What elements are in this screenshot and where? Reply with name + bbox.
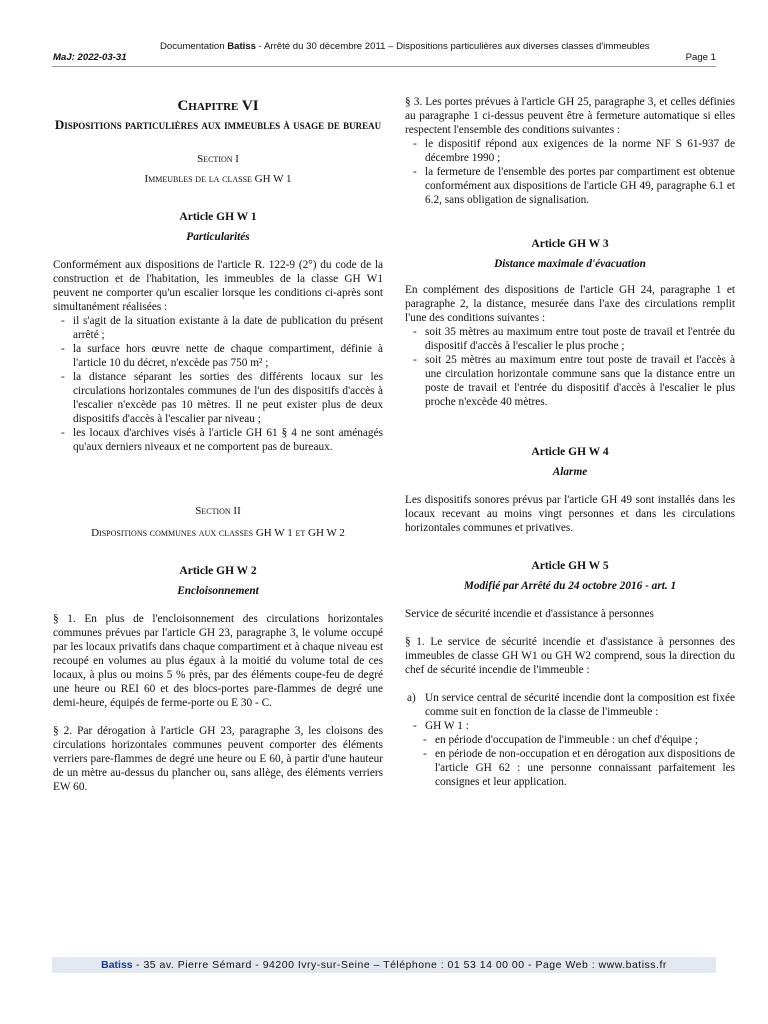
article-heading: Article GH W 5 [531, 560, 609, 572]
list-item: - soit 25 mètres au maximum entre tout poste de travail et l'accès à une circulation horizontale commune sans que la distance entre un poste de travail et l'entrée du dispositif d'accès à l'escalier le plus proche n'excède 40 mètres. [405, 353, 735, 409]
footer-bar [52, 957, 716, 973]
section-heading: Section II [195, 505, 241, 517]
chapter-heading: Chapitre VI [177, 98, 259, 114]
paragraph: Les dispositifs sonores prévus par l'article GH 49 sont installés dans les locaux recevant au moins vingt personnes et dans les circulations horizontales communes et privatives. [405, 494, 735, 534]
list-item-label: GH W 1 : [425, 720, 469, 732]
paragraph: § 2. Par dérogation à l'article GH 23, paragraphe 3, les cloisons des circulations horizontales communes peuvent comporter des éléments verriers pare-flammes de degré une heure ou E 60, à partir d'une hauteur de un mètre au-dessus du plancher ou, sans allège, des éléments verriers EW 60. [53, 725, 383, 793]
list-item [405, 719, 735, 733]
header-prefix: Documentation [160, 41, 228, 52]
article-subtitle: Distance maximale d'évacuation [494, 258, 646, 270]
paragraph: § 1. En plus de l'encloisonnement des circulations horizontales communes prévues par l'article GH 23, paragraphe 3, le volume occupé par les locaux privatifs dans chaque compartiment et à chaque niveau est recoupé en volumes au plus égaux à la moitié du volume total de ces locaux, à plus ou moins 5 % près, par des éléments coupe-feu de degré une heure ou REI 60 et des blocs-portes pare-flammes de degré une demi-heure, équipés de ferme-porte ou E 30 - C. [53, 613, 383, 709]
paragraph: § 3. Les portes prévues à l'article GH 25, paragraphe 3, et celles définies au paragraphe 1 ci-dessus peuvent être à fermeture automatique si elles respectent l'ensemble des conditions suivantes : [405, 96, 735, 136]
article-heading: Article GH W 3 [531, 238, 609, 250]
article-subtitle: Encloisonnement [177, 585, 259, 597]
condition-list [53, 314, 383, 454]
article-subtitle: Particularités [186, 231, 250, 243]
list-item: - le dispositif répond aux exigences de la norme NF S 61-937 de décembre 1990 ; [405, 137, 735, 165]
footer-contact: - 35 av. Pierre Sémard - 94200 Ivry-sur-Seine – Téléphone : 01 53 14 00 00 - Page Web : www.batiss.fr [132, 959, 667, 971]
paragraph: § 1. Le service de sécurité incendie et d'assistance à personnes des immeubles de classe GH W1 ou GH W2 comprend, sous la direction du chef de sécurité incendie de l'immeuble : [405, 636, 735, 676]
page-number: Page 1 [685, 52, 716, 63]
paragraph: Service de sécurité incendie et d'assistance à personnes [405, 608, 654, 620]
condition-list [405, 325, 735, 409]
class-list [405, 719, 735, 733]
list-item: - soit 35 mètres au maximum entre tout poste de travail et l'entrée du dispositif d'accès à l'escalier le plus proche ; [405, 325, 735, 353]
list-item: - la distance séparant les sorties des différents locaux sur les circulations horizontales communes de l'un des dispositifs d'accès à l'escalier n'excède pas 10 mètres. Il ne peut exister plus de deux dispositifs d'accès à l'escalier par niveau ; [53, 370, 383, 426]
header-divider [52, 66, 716, 67]
list-item: - la surface hors œuvre nette de chaque compartiment, définie à l'article 10 du décret, n'excède pas 750 m² ; [53, 342, 383, 370]
section-title: Immeubles de la classe GH W 1 [144, 173, 292, 185]
header-rest: - Arrêté du 30 décembre 2011 – Dispositions particulières aux diverses classes d'immeubles [256, 41, 650, 52]
chapter-title: Dispositions particulières aux immeubles à usage de bureau [54, 117, 382, 132]
list-item: - en période d'occupation de l'immeuble : un chef d'équipe ; [405, 733, 735, 747]
header-brand: Batiss [227, 41, 256, 52]
left-column [53, 90, 383, 794]
paragraph: Conformément aux dispositions de l'article R. 122-9 (2°) du code de la construction et de l'habitation, les immeubles de la classe GH W1 peuvent ne comporter qu'un escalier lorsque les conditions ci-après sont simultanément réalisées : [53, 259, 383, 313]
section-heading: Section I [197, 153, 239, 165]
article-subtitle: Alarme [552, 466, 588, 478]
article-heading: Article GH W 1 [179, 211, 257, 223]
right-column [405, 95, 735, 789]
list-item: - la fermeture de l'ensemble des portes par compartiment est obtenue conformément aux dispositions de l'article GH 49, paragraphe 6.1 et 6.2, sans obligation de signalisation. [405, 165, 735, 207]
document-header-title [160, 41, 650, 52]
article-heading: Article GH W 2 [179, 565, 257, 577]
footer-brand: Batiss [101, 959, 133, 971]
lettered-item [405, 691, 735, 719]
article-heading: Article GH W 4 [531, 446, 609, 458]
item-text: Un service central de sécurité incendie dont la composition est fixée comme suit en fonction de la classe de l'immeuble : [425, 692, 735, 718]
condition-list [405, 137, 735, 207]
section-title: Dispositions communes aux classes GH W 1 et GH W 2 [91, 527, 345, 539]
update-date: MaJ: 2022-03-31 [53, 52, 127, 63]
sub-list [405, 733, 735, 789]
list-item: - il s'agit de la situation existante à la date de publication du présent arrêté ; [53, 314, 383, 342]
list-item: - les locaux d'archives visés à l'article GH 61 § 4 ne sont aménagés qu'aux derniers niveaux et ne comportent pas de bureaux. [53, 426, 383, 454]
item-label: a) [407, 692, 416, 704]
list-item: - en période de non-occupation et en dérogation aux dispositions de l'article GH 62 : une personne connaissant parfaitement les consignes et leur application. [405, 747, 735, 789]
paragraph: En complément des dispositions de l'article GH 24, paragraphe 1 et paragraphe 2, la distance, mesurée dans l'axe des circulations remplit l'une des conditions suivantes : [405, 284, 735, 324]
article-subtitle: Modifié par Arrêté du 24 octobre 2016 - art. 1 [463, 580, 677, 592]
